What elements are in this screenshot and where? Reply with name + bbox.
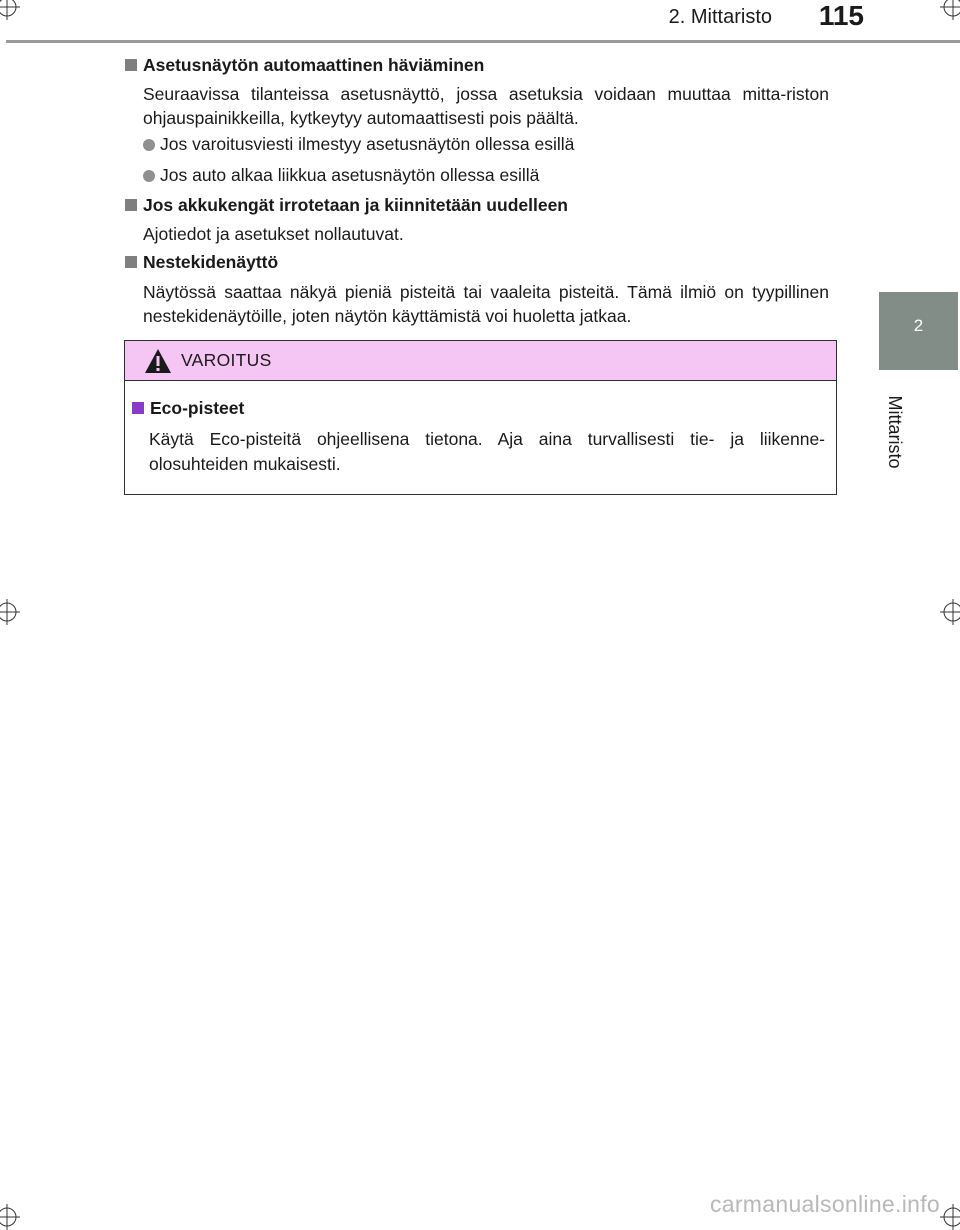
square-bullet-icon: [125, 256, 137, 268]
crop-mark-icon: [0, 1204, 20, 1230]
crop-mark-icon: [940, 0, 960, 20]
section-heading: [125, 195, 568, 216]
chapter-tab-label: Mittaristo: [885, 395, 905, 469]
section-paragraph: Ajotiedot ja asetukset nollautuvat.: [143, 224, 404, 244]
warning-heading-text: Eco-pisteet: [150, 398, 245, 418]
warning-title: VAROITUS: [181, 350, 272, 370]
square-bullet-icon: [125, 199, 137, 211]
section-heading: [125, 55, 484, 76]
chapter-tab[interactable]: [879, 292, 958, 370]
round-bullet-icon: [143, 139, 155, 151]
crop-mark-icon: [0, 599, 20, 625]
list-item: [143, 165, 539, 186]
square-bullet-icon: [132, 402, 144, 414]
crop-mark-icon: [0, 0, 20, 20]
page-number: 115: [818, 0, 864, 31]
section-title: 2. Mittaristo: [668, 6, 772, 28]
warning-triangle-icon: [144, 348, 172, 374]
list-item-text: Jos auto alkaa liikkua asetusnäytön ollessa esillä: [160, 165, 540, 185]
section-paragraph: Seuraavissa tilanteissa asetusnäyttö, jossa asetuksia voidaan muuttaa mitta-riston ohjauspainikkeilla, kytkeytyy automaattisesti pois päältä.: [143, 84, 829, 128]
list-item: [143, 134, 574, 155]
square-bullet-icon: [125, 59, 137, 71]
list-item-text: Jos varoitusviesti ilmestyy asetusnäytön ollessa esillä: [160, 134, 575, 154]
crop-mark-icon: [940, 599, 960, 625]
section-paragraph: Näytössä saattaa näkyä pieniä pisteitä tai vaaleita pisteitä. Tämä ilmiö on tyypillinen nestekidenäytöille, joten näytön käyttämistä voi huoletta jatkaa.: [143, 282, 829, 326]
header-divider: [6, 40, 960, 43]
round-bullet-icon: [143, 170, 155, 182]
crop-mark-icon: [940, 1204, 960, 1230]
warning-header: [125, 341, 836, 381]
warning-box: [124, 340, 837, 495]
watermark: carmanualsonline.info: [709, 1191, 940, 1217]
section-heading: [125, 252, 278, 273]
warning-heading: [132, 398, 244, 419]
section-heading-text: Nestekidenäyttö: [143, 252, 279, 272]
chapter-tab-number: 2: [913, 316, 924, 335]
section-heading-text: Asetusnäytön automaattinen häviäminen: [143, 55, 485, 75]
warning-paragraph: Käytä Eco-pisteitä ohjeellisena tietona. Aja aina turvallisesti tie- ja liikenne-olosuhteiden mukaisesti.: [149, 429, 825, 474]
section-heading-text: Jos akkukengät irrotetaan ja kiinnitetään uudelleen: [143, 195, 568, 215]
